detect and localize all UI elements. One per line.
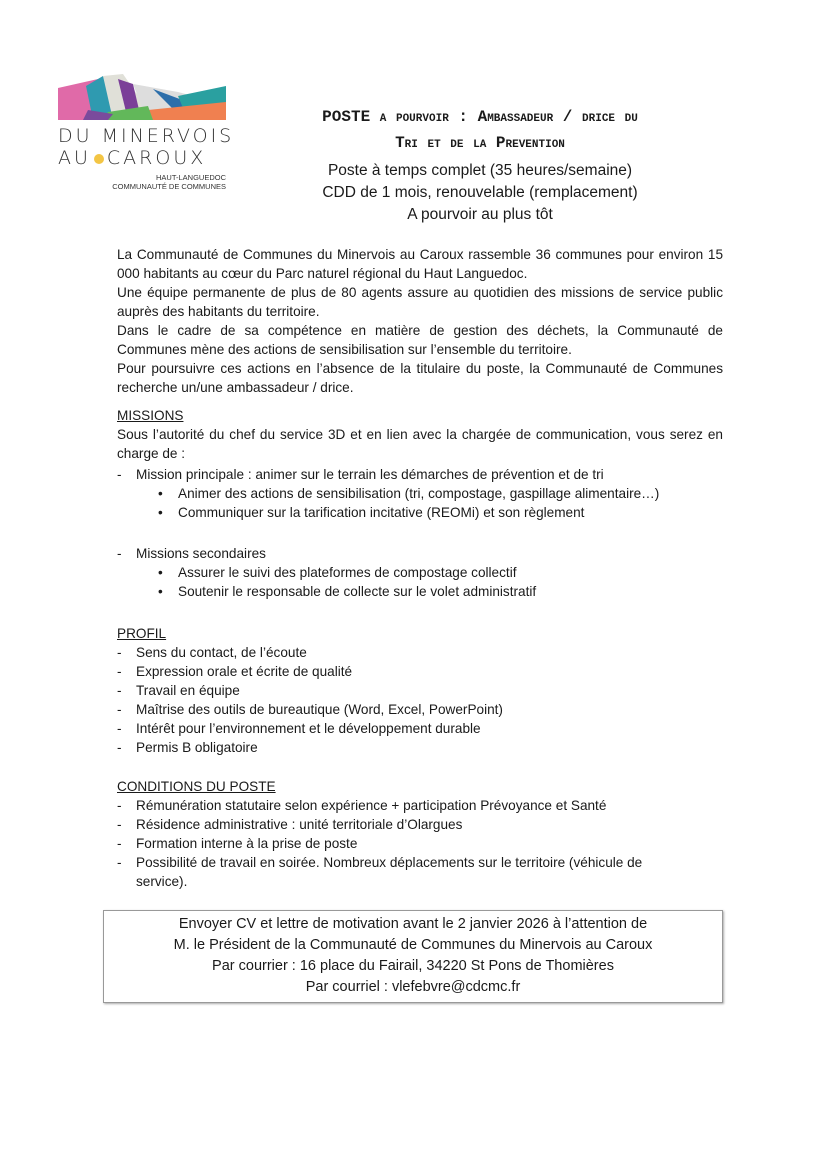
conditions-section [117, 777, 723, 891]
profil-section [117, 624, 723, 757]
list-item: - Expression orale et écrite de qualité [117, 662, 723, 681]
list-item: - Formation interne à la prise de poste [117, 834, 723, 853]
list-item: - Sens du contact, de l’écoute [117, 643, 723, 662]
list-item: - Intérêt pour l’environnement et le développement durable [117, 719, 723, 738]
title-line1: POSTE a pourvoir : Ambassadeur / drice du [322, 108, 638, 126]
list-item: • Communiquer sur la tarification incitative (REOMi) et son règlement [158, 503, 723, 522]
list-item: • Soutenir le responsable de collecte sur le volet administratif [158, 582, 723, 601]
title-line2: Tri et de la Prevention [395, 134, 565, 152]
logo [58, 74, 235, 191]
logo-small2: COMMUNAUTÉ DE COMMUNES [112, 182, 226, 191]
list-item [117, 465, 723, 522]
sun-icon [94, 154, 104, 164]
conditions-heading: CONDITIONS DU POSTE [117, 779, 276, 794]
secondary-missions: Missions secondaires [136, 546, 266, 561]
list-item: • Animer des actions de sensibilisation (tri, compostage, gaspillage alimentaire…) [158, 484, 723, 503]
contact-postal: Par courrier : 16 place du Fairail, 34220 St Pons de Thomières [212, 958, 614, 974]
intro [117, 245, 723, 397]
intro-paragraph: Pour poursuivre ces actions en l’absence de la titulaire du poste, la Communauté de Communes recherche un/une ambassadeur / drice. [117, 361, 723, 395]
contact-recipient: M. le Président de la Communauté de Communes du Minervois au Caroux [173, 937, 653, 953]
logo-line2b: CAROUX [106, 147, 207, 169]
logo-line2a: AU [58, 147, 91, 169]
missions-intro: Sous l’autorité du chef du service 3D et en lien avec la chargée de communication, vous serez en charge de : [117, 427, 723, 461]
list-item: - Résidence administrative : unité territoriale d’Olargues [117, 815, 723, 834]
subtitle-start: A pourvoir au plus tôt [407, 206, 553, 223]
logo-mountains-icon [58, 74, 226, 120]
list-item: - Permis B obligatoire [117, 738, 723, 757]
logo-small1: HAUT-LANGUEDOC [155, 173, 226, 182]
list-item: - Possibilité de travail en soirée. Nombreux déplacements sur le territoire (véhicule de service). [117, 853, 723, 891]
subtitle [290, 160, 670, 226]
list-item: - Rémunération statutaire selon expérience + participation Prévoyance et Santé [117, 796, 723, 815]
logo-tagline [58, 173, 226, 191]
logo-line2 [58, 147, 228, 169]
intro-paragraph: Une équipe permanente de plus de 80 agents assure au quotidien des missions de service public auprès des habitants du territoire. [117, 285, 723, 319]
list-item: • Assurer le suivi des plateformes de compostage collectif [158, 563, 723, 582]
list-item: - Maîtrise des outils de bureautique (Word, Excel, PowerPoint) [117, 700, 723, 719]
list-item: - Travail en équipe [117, 681, 723, 700]
missions-heading: MISSIONS [117, 408, 184, 423]
page-title [245, 104, 715, 156]
contact-box [103, 910, 723, 1003]
main-mission: Mission principale : animer sur le terrain les démarches de prévention et de tri [136, 467, 604, 482]
list-item [117, 544, 723, 601]
subtitle-contract: CDD de 1 mois, renouvelable (remplacement) [322, 184, 638, 201]
intro-paragraph: La Communauté de Communes du Minervois au Caroux rassemble 36 communes pour environ 15 000 habitants au cœur du Parc naturel régional du Haut Languedoc. [117, 247, 723, 281]
contact-email[interactable]: Par courriel : vlefebvre@cdcmc.fr [305, 979, 521, 995]
logo-line1: DU MINERVOIS [58, 125, 235, 147]
contact-deadline: Envoyer CV et lettre de motivation avant le 2 janvier 2026 à l’attention de [178, 916, 648, 932]
missions-section [117, 406, 723, 601]
subtitle-hours: Poste à temps complet (35 heures/semaine) [327, 162, 633, 179]
profil-heading: PROFIL [117, 626, 167, 641]
intro-paragraph: Dans le cadre de sa compétence en matière de gestion des déchets, la Communauté de Communes mène des actions de sensibilisation sur l’ensemble du territoire. [117, 323, 723, 357]
